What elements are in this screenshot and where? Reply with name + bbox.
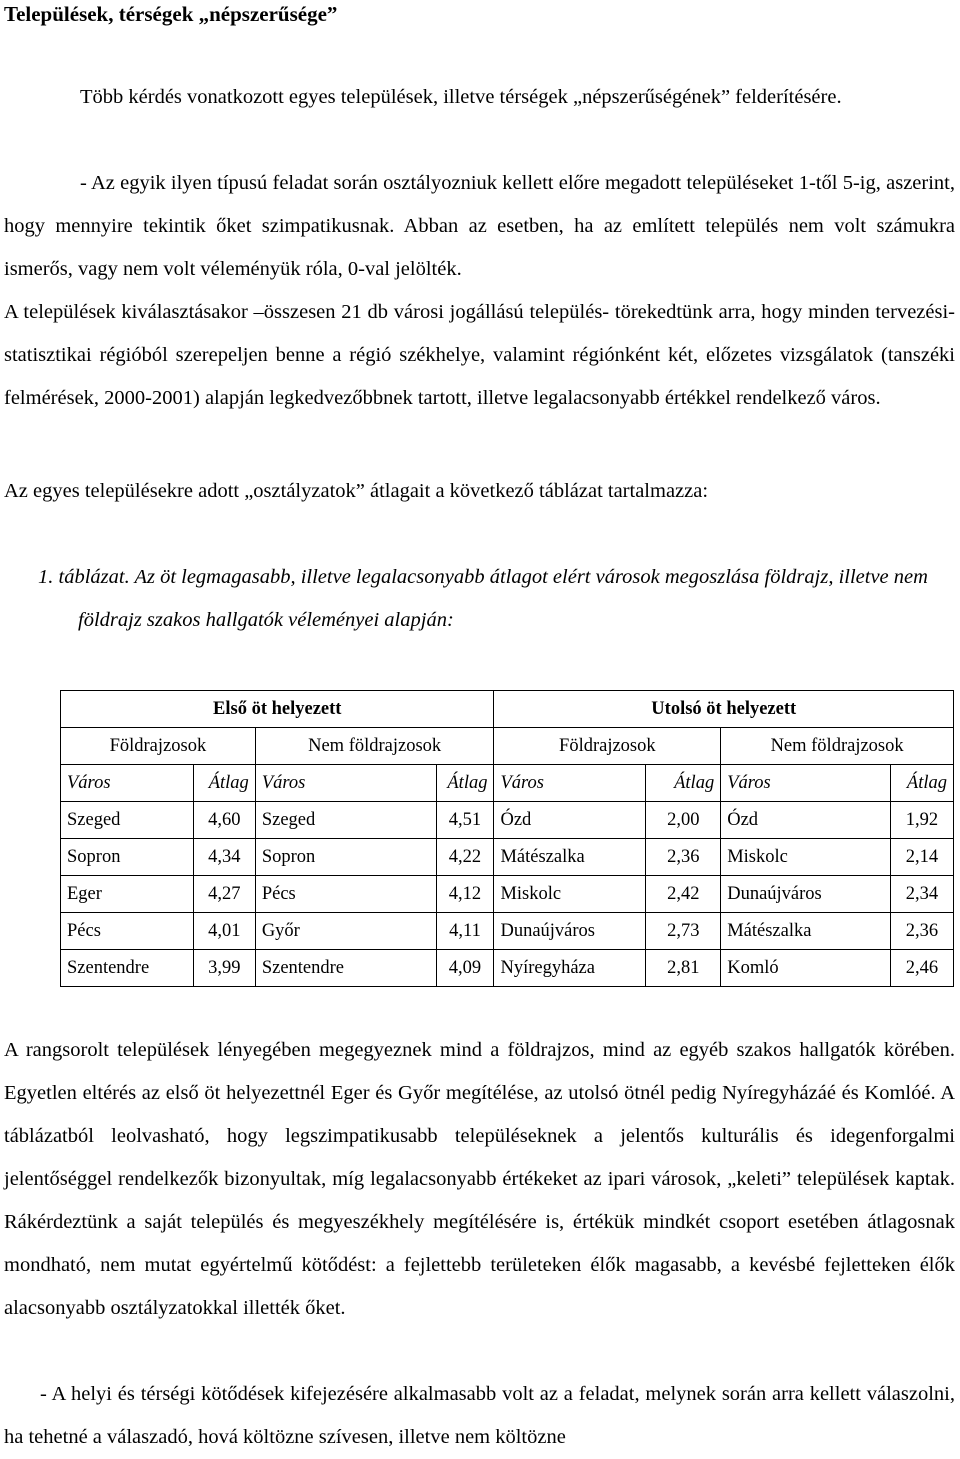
table-cell-city: Nyíregyháza [494,950,646,987]
table-row [61,950,954,987]
table-cell-average: 4,12 [436,876,494,913]
table-cell-average: 4,34 [193,839,255,876]
table-cell-average: 2,36 [890,913,953,950]
table-row [61,802,954,839]
table-column-header: Város [494,765,646,802]
paragraph-relocation-task: - A helyi és térségi kötődések kifejezésére alkalmasabb volt az a feladat, melynek során arra kellett válaszolni, ha tehetné a válaszadó, hová költözne szívesen, illetve nem költözne [4,1383,955,1448]
table-cell-city: Eger [61,876,194,913]
table-cell-city: Szentendre [61,950,194,987]
table-cell-city: Szeged [61,802,194,839]
table-sub-header-row [61,728,954,765]
table-group-header: Utolsó öt helyezett [494,691,954,728]
table-cell-average: 2,73 [646,913,721,950]
paragraph-table-intro: Az egyes településekre adott „osztályzatok” átlagait a következő táblázat tartalmazza: [4,480,709,502]
table-column-header-row [61,765,954,802]
table-cell-city: Komló [721,950,891,987]
table-column-header: Átlag [646,765,721,802]
table-cell-city: Pécs [255,876,436,913]
table-column-header: Város [721,765,891,802]
table-sub-header: Földrajzosok [494,728,721,765]
table-column-header: Átlag [193,765,255,802]
table-cell-city: Mátészalka [721,913,891,950]
table-cell-city: Ózd [494,802,646,839]
table-row [61,876,954,913]
table-cell-average: 4,11 [436,913,494,950]
table-cell-average: 4,09 [436,950,494,987]
table-cell-average: 4,22 [436,839,494,876]
table-cell-city: Miskolc [494,876,646,913]
table-cell-average: 4,51 [436,802,494,839]
table-group-header: Első öt helyezett [61,691,494,728]
table-cell-city: Pécs [61,913,194,950]
intro-paragraph: Több kérdés vonatkozott egyes települések, illetve térségek „népszerűségének” felderítésére. [80,86,842,108]
table-cell-city: Miskolc [721,839,891,876]
table-sub-header: Nem földrajzosok [255,728,494,765]
table-cell-average: 4,27 [193,876,255,913]
table-column-header: Átlag [436,765,494,802]
table-cell-city: Ózd [721,802,891,839]
table-cell-city: Szentendre [255,950,436,987]
table-cell-average: 2,42 [646,876,721,913]
table-cell-average: 4,01 [193,913,255,950]
table-cell-city: Dunaújváros [494,913,646,950]
paragraph-selection: A települések kiválasztásakor –összesen 21 db városi jogállású település- törekedtünk arra, hogy minden tervezési-statisztikai régióból szerepeljen benne a régió székhelye, valamint régiónként két, előzetes vizsgálatok (tanszéki felmérések, 2000-2001) alapján legkedvezőbbnek tartott, illetve legalacsonyabb értékkel rendelkező város. [4,301,955,409]
table-column-header: Átlag [890,765,953,802]
table-cell-city: Mátészalka [494,839,646,876]
table-cell-average: 3,99 [193,950,255,987]
table-cell-average: 2,36 [646,839,721,876]
table-column-header: Város [61,765,194,802]
table-cell-city: Dunaújváros [721,876,891,913]
paragraph-analysis: A rangsorolt települések lényegében megegyeznek mind a földrajzos, mind az egyéb szakos hallgatók körében. Egyetlen eltérés az első öt helyezettnél Eger és Győr megítélése, az utolsó ötnél pedig Nyíregyházáé és Komlóé. A táblázatból leolvasható, hogy legszimpatikusabb településeknek a jelentős kulturális és idegenforgalmi jelentőséggel rendelkezők bizonyultak, míg legalacsonyabb értékeket az ipari városok, „keleti” települések kaptak. Rákérdeztünk a saját település és megyeszékhely megítélésére is, értékük mindkét csoport esetében átlagosnak mondható, nem mutat egyértelmű kötődést: a fejlettebb területeken élők magasabb, a kevésbé fejletteken élők alacsonyabb osztályzatokkal illették őket. [4,1039,955,1319]
table-cell-city: Szeged [255,802,436,839]
section-title: Települések, térségek „népszerűsége” [4,2,338,26]
table-cell-city: Győr [255,913,436,950]
paragraph-rating-task: - Az egyik ilyen típusú feladat során osztályozniuk kellett előre megadott településeket 1-től 5-ig, aszerint, hogy mennyire tekintik őket szimpatikusnak. Abban az esetben, ha az említett település nem volt számukra ismerős, vagy nem volt véleményük róla, 0-val jelölték. [4,172,955,280]
table-cell-average: 2,14 [890,839,953,876]
table-cell-city: Sopron [61,839,194,876]
table-cell-average: 4,60 [193,802,255,839]
table-cell-city: Sopron [255,839,436,876]
table-caption: 1. táblázat. Az öt legmagasabb, illetve legalacsonyabb átlagot elért városok megoszlása földrajz, illetve nem földrajz szakos hallgatók véleményei alapján: [38,566,928,631]
table-cell-average: 2,34 [890,876,953,913]
table-cell-average: 2,00 [646,802,721,839]
table-group-header-row [61,691,954,728]
table-column-header: Város [255,765,436,802]
table-row [61,839,954,876]
table-cell-average: 2,46 [890,950,953,987]
ranking-table [60,690,954,987]
table-row [61,913,954,950]
table-cell-average: 2,81 [646,950,721,987]
table-sub-header: Földrajzosok [61,728,256,765]
table-cell-average: 1,92 [890,802,953,839]
table-sub-header: Nem földrajzosok [721,728,954,765]
